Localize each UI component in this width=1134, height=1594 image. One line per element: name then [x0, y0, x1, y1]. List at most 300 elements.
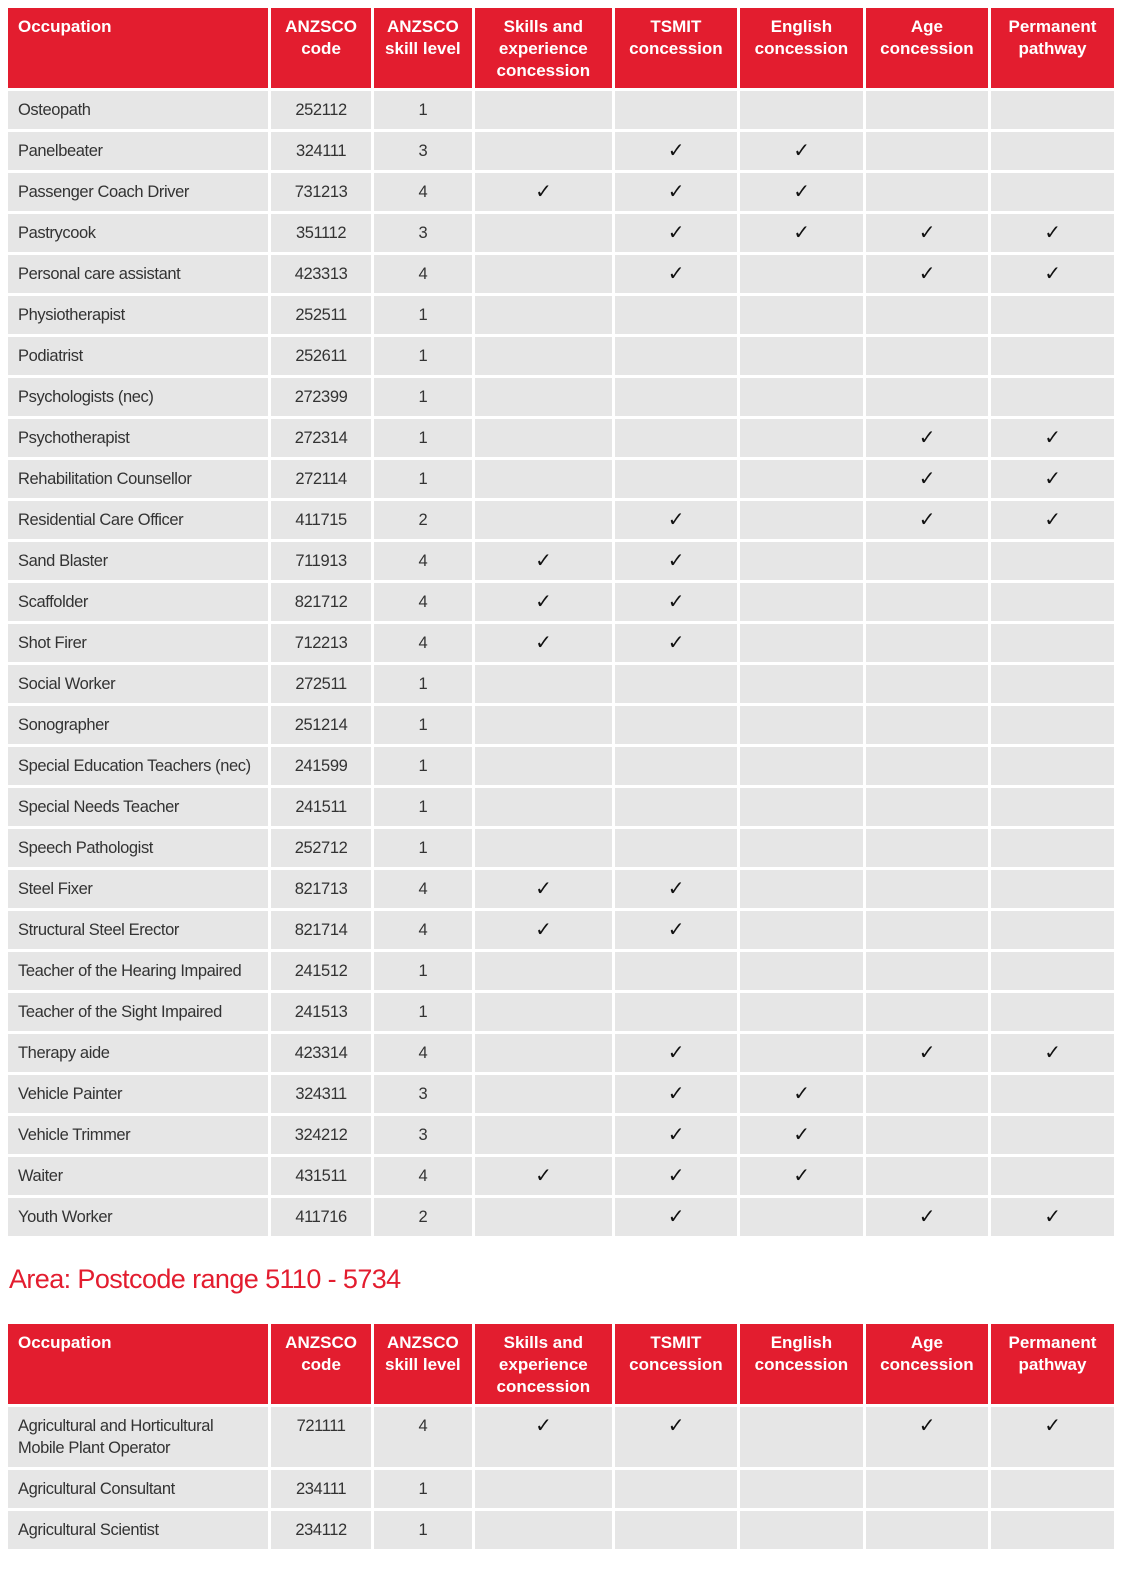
anzsco-code-cell: 241511 — [271, 788, 371, 826]
skills-concession-cell — [475, 378, 612, 416]
skill-level-cell: 4 — [374, 1407, 472, 1467]
skill-level-cell: 1 — [374, 1470, 472, 1508]
header-occupation: Occupation — [8, 1324, 268, 1404]
english-concession-cell — [740, 624, 863, 662]
permanent-pathway-cell — [991, 1470, 1114, 1508]
tsmit-concession-cell — [615, 337, 737, 375]
age-concession-cell: ✓ — [866, 1034, 988, 1072]
skill-level-cell: 1 — [374, 665, 472, 703]
anzsco-code-cell: 252511 — [271, 296, 371, 334]
permanent-pathway-cell — [991, 706, 1114, 744]
skills-concession-cell — [475, 993, 612, 1031]
tsmit-concession-cell — [615, 829, 737, 867]
table-row — [8, 255, 1114, 293]
age-concession-cell — [866, 542, 988, 580]
skills-concession-cell: ✓ — [475, 583, 612, 621]
age-concession-cell — [866, 870, 988, 908]
tsmit-concession-cell — [615, 419, 737, 457]
skills-concession-cell — [475, 952, 612, 990]
anzsco-code-cell: 272114 — [271, 460, 371, 498]
anzsco-code-cell: 251214 — [271, 706, 371, 744]
skills-concession-cell: ✓ — [475, 1407, 612, 1467]
skill-level-cell: 4 — [374, 870, 472, 908]
skill-level-cell: 1 — [374, 952, 472, 990]
permanent-pathway-cell — [991, 337, 1114, 375]
skill-level-cell: 1 — [374, 378, 472, 416]
header-age-concession: Age concession — [866, 1324, 988, 1404]
age-concession-cell — [866, 624, 988, 662]
age-concession-cell — [866, 952, 988, 990]
skills-concession-cell — [475, 214, 612, 252]
english-concession-cell — [740, 460, 863, 498]
table-row — [8, 1116, 1114, 1154]
skills-concession-cell — [475, 788, 612, 826]
occupation-cell: Physiotherapist — [8, 296, 268, 334]
age-concession-cell — [866, 911, 988, 949]
tsmit-concession-cell: ✓ — [615, 911, 737, 949]
skills-concession-cell: ✓ — [475, 542, 612, 580]
english-concession-cell — [740, 870, 863, 908]
table-row — [8, 378, 1114, 416]
tsmit-concession-cell: ✓ — [615, 501, 737, 539]
english-concession-cell — [740, 911, 863, 949]
age-concession-cell — [866, 993, 988, 1031]
age-concession-cell — [866, 378, 988, 416]
english-concession-cell — [740, 91, 863, 129]
english-concession-cell — [740, 706, 863, 744]
permanent-pathway-cell — [991, 870, 1114, 908]
header-anzsco-skill-level: ANZSCO skill level — [374, 8, 472, 88]
occupation-cell: Personal care assistant — [8, 255, 268, 293]
skills-concession-cell — [475, 829, 612, 867]
occupation-cell: Youth Worker — [8, 1198, 268, 1236]
skills-concession-cell — [475, 419, 612, 457]
table-row — [8, 993, 1114, 1031]
header-tsmit-concession: TSMIT concession — [615, 1324, 737, 1404]
tsmit-concession-cell — [615, 378, 737, 416]
english-concession-cell: ✓ — [740, 1157, 863, 1195]
permanent-pathway-cell — [991, 993, 1114, 1031]
tsmit-concession-cell — [615, 788, 737, 826]
header-anzsco-code: ANZSCO code — [271, 8, 371, 88]
anzsco-code-cell: 423314 — [271, 1034, 371, 1072]
english-concession-cell — [740, 1198, 863, 1236]
header-anzsco-skill-level: ANZSCO skill level — [374, 1324, 472, 1404]
permanent-pathway-cell — [991, 132, 1114, 170]
header-anzsco-code: ANZSCO code — [271, 1324, 371, 1404]
age-concession-cell: ✓ — [866, 214, 988, 252]
skill-level-cell: 1 — [374, 1511, 472, 1549]
tsmit-concession-cell — [615, 1470, 737, 1508]
permanent-pathway-cell — [991, 1075, 1114, 1113]
age-concession-cell — [866, 583, 988, 621]
permanent-pathway-cell — [991, 911, 1114, 949]
anzsco-code-cell: 241599 — [271, 747, 371, 785]
anzsco-code-cell: 324111 — [271, 132, 371, 170]
skill-level-cell: 3 — [374, 1116, 472, 1154]
table-row — [8, 1034, 1114, 1072]
table-body — [8, 91, 1114, 1236]
tsmit-concession-cell: ✓ — [615, 255, 737, 293]
tsmit-concession-cell: ✓ — [615, 132, 737, 170]
permanent-pathway-cell: ✓ — [991, 460, 1114, 498]
skill-level-cell: 1 — [374, 460, 472, 498]
skill-level-cell: 2 — [374, 501, 472, 539]
english-concession-cell: ✓ — [740, 1075, 863, 1113]
occupation-cell: Teacher of the Hearing Impaired — [8, 952, 268, 990]
anzsco-code-cell: 324311 — [271, 1075, 371, 1113]
english-concession-cell: ✓ — [740, 132, 863, 170]
skill-level-cell: 1 — [374, 296, 472, 334]
occupation-cell: Scaffolder — [8, 583, 268, 621]
english-concession-cell — [740, 501, 863, 539]
occupation-cell: Shot Firer — [8, 624, 268, 662]
occupation-cell: Vehicle Trimmer — [8, 1116, 268, 1154]
tsmit-concession-cell — [615, 296, 737, 334]
occupation-table-1 — [5, 5, 1117, 1239]
table-row — [8, 91, 1114, 129]
anzsco-code-cell: 411715 — [271, 501, 371, 539]
permanent-pathway-cell — [991, 952, 1114, 990]
skills-concession-cell — [475, 1198, 612, 1236]
skills-concession-cell: ✓ — [475, 624, 612, 662]
skill-level-cell: 3 — [374, 214, 472, 252]
age-concession-cell — [866, 1470, 988, 1508]
permanent-pathway-cell — [991, 583, 1114, 621]
tsmit-concession-cell: ✓ — [615, 583, 737, 621]
header-skills-experience-concession: Skills and experience concession — [475, 1324, 612, 1404]
age-concession-cell: ✓ — [866, 255, 988, 293]
english-concession-cell: ✓ — [740, 214, 863, 252]
english-concession-cell — [740, 337, 863, 375]
skills-concession-cell — [475, 1116, 612, 1154]
english-concession-cell — [740, 993, 863, 1031]
occupation-cell: Agricultural Consultant — [8, 1470, 268, 1508]
tsmit-concession-cell: ✓ — [615, 1407, 737, 1467]
tsmit-concession-cell: ✓ — [615, 1075, 737, 1113]
occupation-cell: Social Worker — [8, 665, 268, 703]
skill-level-cell: 1 — [374, 829, 472, 867]
skill-level-cell: 1 — [374, 747, 472, 785]
skills-concession-cell — [475, 1075, 612, 1113]
skill-level-cell: 3 — [374, 1075, 472, 1113]
age-concession-cell: ✓ — [866, 419, 988, 457]
skills-concession-cell: ✓ — [475, 173, 612, 211]
table-row — [8, 788, 1114, 826]
anzsco-code-cell: 241513 — [271, 993, 371, 1031]
tsmit-concession-cell: ✓ — [615, 1198, 737, 1236]
occupation-cell: Residential Care Officer — [8, 501, 268, 539]
table-row — [8, 1511, 1114, 1549]
age-concession-cell — [866, 706, 988, 744]
table-row — [8, 460, 1114, 498]
occupation-cell: Psychologists (nec) — [8, 378, 268, 416]
age-concession-cell — [866, 296, 988, 334]
table-row — [8, 337, 1114, 375]
table-row — [8, 542, 1114, 580]
occupation-cell: Sand Blaster — [8, 542, 268, 580]
anzsco-code-cell: 272399 — [271, 378, 371, 416]
age-concession-cell: ✓ — [866, 501, 988, 539]
english-concession-cell: ✓ — [740, 1116, 863, 1154]
header-occupation: Occupation — [8, 8, 268, 88]
tsmit-concession-cell — [615, 706, 737, 744]
permanent-pathway-cell: ✓ — [991, 419, 1114, 457]
english-concession-cell — [740, 788, 863, 826]
skills-concession-cell: ✓ — [475, 870, 612, 908]
table-row — [8, 583, 1114, 621]
skill-level-cell: 4 — [374, 1157, 472, 1195]
permanent-pathway-cell: ✓ — [991, 1407, 1114, 1467]
header-english-concession: English concession — [740, 1324, 863, 1404]
permanent-pathway-cell — [991, 1116, 1114, 1154]
age-concession-cell — [866, 173, 988, 211]
age-concession-cell — [866, 829, 988, 867]
anzsco-code-cell: 821712 — [271, 583, 371, 621]
permanent-pathway-cell: ✓ — [991, 214, 1114, 252]
table-row — [8, 1407, 1114, 1467]
table-row — [8, 173, 1114, 211]
tsmit-concession-cell — [615, 91, 737, 129]
skills-concession-cell — [475, 1034, 612, 1072]
permanent-pathway-cell — [991, 173, 1114, 211]
anzsco-code-cell: 711913 — [271, 542, 371, 580]
age-concession-cell: ✓ — [866, 1198, 988, 1236]
anzsco-code-cell: 252112 — [271, 91, 371, 129]
skill-level-cell: 4 — [374, 583, 472, 621]
skills-concession-cell — [475, 91, 612, 129]
table-row — [8, 952, 1114, 990]
english-concession-cell — [740, 1034, 863, 1072]
table-row — [8, 870, 1114, 908]
occupation-cell: Special Education Teachers (nec) — [8, 747, 268, 785]
english-concession-cell — [740, 952, 863, 990]
permanent-pathway-cell: ✓ — [991, 1198, 1114, 1236]
occupation-cell: Structural Steel Erector — [8, 911, 268, 949]
permanent-pathway-cell: ✓ — [991, 255, 1114, 293]
skill-level-cell: 4 — [374, 255, 472, 293]
anzsco-code-cell: 821713 — [271, 870, 371, 908]
age-concession-cell — [866, 91, 988, 129]
skills-concession-cell — [475, 665, 612, 703]
occupation-cell: Passenger Coach Driver — [8, 173, 268, 211]
skills-concession-cell — [475, 296, 612, 334]
anzsco-code-cell: 272314 — [271, 419, 371, 457]
english-concession-cell — [740, 378, 863, 416]
skills-concession-cell — [475, 132, 612, 170]
english-concession-cell — [740, 419, 863, 457]
header-english-concession: English concession — [740, 8, 863, 88]
table-header-row — [8, 8, 1114, 88]
skills-concession-cell — [475, 1470, 612, 1508]
tsmit-concession-cell: ✓ — [615, 1116, 737, 1154]
anzsco-code-cell: 821714 — [271, 911, 371, 949]
skill-level-cell: 1 — [374, 706, 472, 744]
english-concession-cell: ✓ — [740, 173, 863, 211]
skill-level-cell: 1 — [374, 993, 472, 1031]
age-concession-cell — [866, 1157, 988, 1195]
skill-level-cell: 1 — [374, 419, 472, 457]
occupation-cell: Therapy aide — [8, 1034, 268, 1072]
tsmit-concession-cell — [615, 993, 737, 1031]
table-row — [8, 1470, 1114, 1508]
tsmit-concession-cell — [615, 952, 737, 990]
tsmit-concession-cell: ✓ — [615, 173, 737, 211]
anzsco-code-cell: 351112 — [271, 214, 371, 252]
skill-level-cell: 1 — [374, 91, 472, 129]
occupation-cell: Vehicle Painter — [8, 1075, 268, 1113]
permanent-pathway-cell — [991, 624, 1114, 662]
occupation-cell: Agricultural and Horticultural Mobile Plant Operator — [8, 1407, 268, 1467]
skills-concession-cell — [475, 1511, 612, 1549]
english-concession-cell — [740, 583, 863, 621]
age-concession-cell — [866, 132, 988, 170]
table-header-row — [8, 1324, 1114, 1404]
skill-level-cell: 3 — [374, 132, 472, 170]
occupation-cell: Special Needs Teacher — [8, 788, 268, 826]
anzsco-code-cell: 431511 — [271, 1157, 371, 1195]
age-concession-cell — [866, 1511, 988, 1549]
permanent-pathway-cell — [991, 1511, 1114, 1549]
age-concession-cell — [866, 665, 988, 703]
occupation-cell: Waiter — [8, 1157, 268, 1195]
occupation-cell: Panelbeater — [8, 132, 268, 170]
age-concession-cell — [866, 337, 988, 375]
skill-level-cell: 4 — [374, 542, 472, 580]
occupation-cell: Speech Pathologist — [8, 829, 268, 867]
age-concession-cell: ✓ — [866, 1407, 988, 1467]
occupation-cell: Sonographer — [8, 706, 268, 744]
anzsco-code-cell: 234111 — [271, 1470, 371, 1508]
table-row — [8, 214, 1114, 252]
permanent-pathway-cell — [991, 1157, 1114, 1195]
table-row — [8, 706, 1114, 744]
english-concession-cell — [740, 665, 863, 703]
permanent-pathway-cell — [991, 542, 1114, 580]
table-body — [8, 1407, 1114, 1549]
table-row — [8, 1157, 1114, 1195]
occupation-cell: Psychotherapist — [8, 419, 268, 457]
age-concession-cell — [866, 1075, 988, 1113]
occupation-table-2 — [5, 1321, 1117, 1552]
permanent-pathway-cell — [991, 378, 1114, 416]
skills-concession-cell — [475, 747, 612, 785]
age-concession-cell: ✓ — [866, 460, 988, 498]
occupation-cell: Osteopath — [8, 91, 268, 129]
english-concession-cell — [740, 829, 863, 867]
tsmit-concession-cell: ✓ — [615, 624, 737, 662]
tsmit-concession-cell — [615, 665, 737, 703]
skill-level-cell: 2 — [374, 1198, 472, 1236]
tsmit-concession-cell — [615, 747, 737, 785]
occupation-cell: Teacher of the Sight Impaired — [8, 993, 268, 1031]
occupation-cell: Pastrycook — [8, 214, 268, 252]
anzsco-code-cell: 234112 — [271, 1511, 371, 1549]
english-concession-cell — [740, 747, 863, 785]
table-row — [8, 1198, 1114, 1236]
english-concession-cell — [740, 1470, 863, 1508]
permanent-pathway-cell — [991, 829, 1114, 867]
age-concession-cell — [866, 788, 988, 826]
table-row — [8, 829, 1114, 867]
header-permanent-pathway: Permanent pathway — [991, 8, 1114, 88]
skill-level-cell: 1 — [374, 788, 472, 826]
table-row — [8, 132, 1114, 170]
tsmit-concession-cell: ✓ — [615, 542, 737, 580]
english-concession-cell — [740, 1511, 863, 1549]
permanent-pathway-cell — [991, 665, 1114, 703]
tsmit-concession-cell: ✓ — [615, 1034, 737, 1072]
anzsco-code-cell: 721111 — [271, 1407, 371, 1467]
tsmit-concession-cell — [615, 460, 737, 498]
english-concession-cell — [740, 1407, 863, 1467]
table-row — [8, 501, 1114, 539]
occupation-cell: Steel Fixer — [8, 870, 268, 908]
skills-concession-cell — [475, 255, 612, 293]
tsmit-concession-cell — [615, 1511, 737, 1549]
anzsco-code-cell: 272511 — [271, 665, 371, 703]
permanent-pathway-cell — [991, 747, 1114, 785]
anzsco-code-cell: 712213 — [271, 624, 371, 662]
permanent-pathway-cell — [991, 788, 1114, 826]
table-row — [8, 911, 1114, 949]
header-age-concession: Age concession — [866, 8, 988, 88]
tsmit-concession-cell: ✓ — [615, 214, 737, 252]
table-row — [8, 296, 1114, 334]
skills-concession-cell: ✓ — [475, 1157, 612, 1195]
skills-concession-cell — [475, 501, 612, 539]
anzsco-code-cell: 423313 — [271, 255, 371, 293]
occupation-cell: Rehabilitation Counsellor — [8, 460, 268, 498]
age-concession-cell — [866, 1116, 988, 1154]
occupation-cell: Podiatrist — [8, 337, 268, 375]
english-concession-cell — [740, 296, 863, 334]
anzsco-code-cell: 411716 — [271, 1198, 371, 1236]
skill-level-cell: 4 — [374, 173, 472, 211]
english-concession-cell — [740, 542, 863, 580]
table-row — [8, 624, 1114, 662]
anzsco-code-cell: 252712 — [271, 829, 371, 867]
header-permanent-pathway: Permanent pathway — [991, 1324, 1114, 1404]
skills-concession-cell — [475, 337, 612, 375]
skills-concession-cell — [475, 460, 612, 498]
skill-level-cell: 4 — [374, 1034, 472, 1072]
table-row — [8, 665, 1114, 703]
skill-level-cell: 1 — [374, 337, 472, 375]
occupation-cell: Agricultural Scientist — [8, 1511, 268, 1549]
permanent-pathway-cell: ✓ — [991, 501, 1114, 539]
anzsco-code-cell: 731213 — [271, 173, 371, 211]
header-skills-experience-concession: Skills and experience concession — [475, 8, 612, 88]
table-row — [8, 419, 1114, 457]
tsmit-concession-cell: ✓ — [615, 1157, 737, 1195]
skill-level-cell: 4 — [374, 911, 472, 949]
table-row — [8, 747, 1114, 785]
skills-concession-cell — [475, 706, 612, 744]
anzsco-code-cell: 241512 — [271, 952, 371, 990]
age-concession-cell — [866, 747, 988, 785]
area-heading: Area: Postcode range 5110 - 5734 — [9, 1264, 401, 1294]
anzsco-code-cell: 324212 — [271, 1116, 371, 1154]
table-row — [8, 1075, 1114, 1113]
permanent-pathway-cell — [991, 296, 1114, 334]
permanent-pathway-cell: ✓ — [991, 1034, 1114, 1072]
skills-concession-cell: ✓ — [475, 911, 612, 949]
header-tsmit-concession: TSMIT concession — [615, 8, 737, 88]
anzsco-code-cell: 252611 — [271, 337, 371, 375]
english-concession-cell — [740, 255, 863, 293]
tsmit-concession-cell: ✓ — [615, 870, 737, 908]
